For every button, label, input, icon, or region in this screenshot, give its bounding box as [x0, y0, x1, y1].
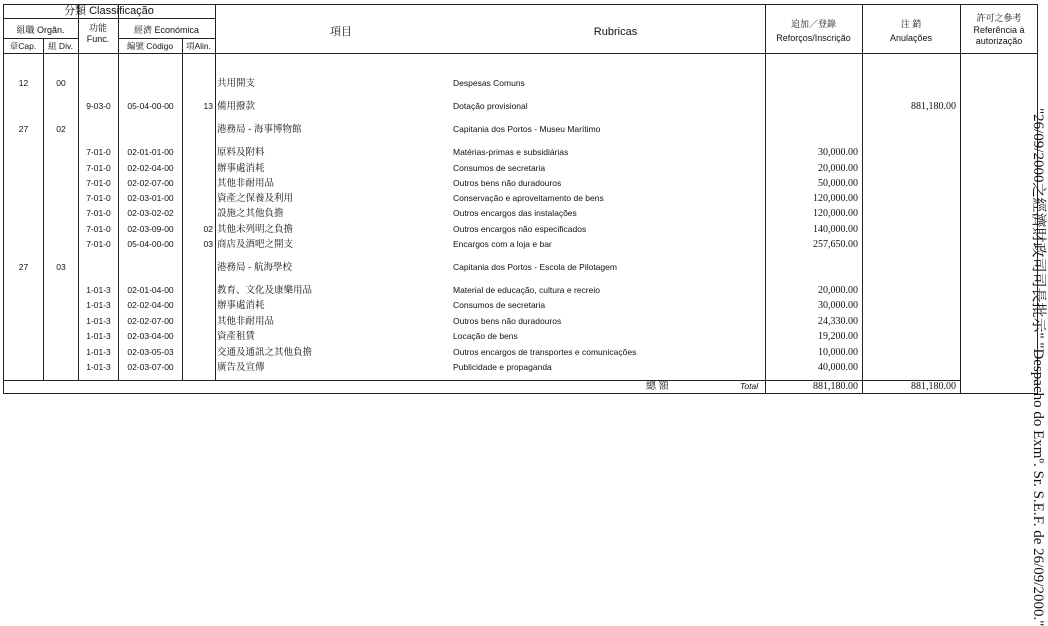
- cell-pt: Consumos de secretaria: [453, 163, 546, 173]
- cell-div: 02: [56, 124, 66, 134]
- cell-func: 7-01-0: [86, 163, 111, 173]
- cell-pt: Matérias-primas e subsidiárias: [453, 147, 569, 157]
- cell-zh: 備用撥款: [217, 101, 256, 112]
- cell-pt: Despesas Comuns: [453, 78, 525, 88]
- cell-pt: Locação de bens: [453, 331, 518, 341]
- cell-alin: 03: [203, 239, 213, 249]
- cell-pt: Conservação e aproveitamento de bens: [453, 193, 604, 203]
- cell-codigo: 05-04-00-00: [127, 101, 174, 111]
- cell-func: 7-01-0: [86, 178, 111, 188]
- cell-codigo: 02-02-04-00: [127, 163, 174, 173]
- cell-div: 00: [56, 78, 66, 88]
- cell-zh: 其他未列明之負擔: [217, 224, 294, 235]
- cell-reforco: 40,000.00: [818, 362, 858, 373]
- cell-pt: Consumos de secretaria: [453, 300, 546, 310]
- cell-reforco: 257,650.00: [813, 239, 858, 250]
- header-organ: 組職 Orgãn.: [16, 25, 65, 35]
- cell-zh: 設施之其他負擔: [217, 208, 284, 219]
- cell-codigo: 02-02-07-00: [127, 178, 174, 188]
- header-xiangmu: 項目: [330, 26, 352, 38]
- cell-func: 1-01-3: [86, 300, 111, 310]
- cell-pt: Capitania dos Portos - Escola de Pilotagem: [453, 262, 617, 272]
- cell-reforco: 120,000.00: [813, 208, 858, 219]
- cell-codigo: 02-02-07-00: [127, 316, 174, 326]
- cell-zh: 港務局 - 航海學校: [217, 262, 292, 273]
- col-line-left: [3, 4, 4, 394]
- cell-reforco: 140,000.00: [813, 224, 858, 235]
- cell-reforco: 120,000.00: [813, 193, 858, 204]
- cell-func: 7-01-0: [86, 193, 111, 203]
- cell-cap: 27: [18, 262, 29, 272]
- cell-zh: 交通及通訊之其他負擔: [217, 347, 313, 358]
- cell-pt: Encargos com a loja e bar: [453, 239, 552, 249]
- cell-pt: Outros encargos das instalações: [453, 208, 577, 218]
- cell-reforco: 10,000.00: [818, 347, 858, 358]
- header-ref2: autorização: [975, 36, 1023, 46]
- cell-func: 7-01-0: [86, 147, 111, 157]
- cell-func: 7-01-0: [86, 239, 111, 249]
- cell-reforco: 20,000.00: [818, 285, 858, 296]
- header-econ: 經濟 Económica: [133, 25, 200, 35]
- cell-zh: 資產之保養及利用: [217, 193, 294, 204]
- cell-codigo: 02-03-09-00: [127, 224, 174, 234]
- cell-codigo: 02-02-04-00: [127, 300, 174, 310]
- cell-reforco: 19,200.00: [818, 331, 858, 342]
- header-ref1: Referência à: [973, 25, 1025, 35]
- cell-pt: Outros bens não duradouros: [453, 178, 562, 188]
- cell-codigo: 02-03-01-00: [127, 193, 174, 203]
- header-div: 組 Div.: [48, 41, 73, 51]
- cell-pt: Material de educação, cultura e recreio: [453, 285, 600, 295]
- cell-pt: Outros encargos de transportes e comunicações: [453, 347, 637, 357]
- cell-codigo: 02-03-05-03: [127, 347, 174, 357]
- cell-func: 7-01-0: [86, 208, 111, 218]
- header-reforcos: Reforços/Inscrição: [776, 33, 851, 43]
- cell-reforco: 20,000.00: [818, 163, 858, 174]
- cell-func: 1-01-3: [86, 331, 111, 341]
- cell-codigo: 02-03-02-02: [127, 208, 174, 218]
- cell-zh: 商店及酒吧之開支: [217, 239, 294, 250]
- hdr-class-underline: [3, 18, 215, 19]
- cell-pt: Publicidade e propaganda: [453, 362, 552, 372]
- cell-zh: 廣告及宣傳: [217, 362, 265, 373]
- header-anul: Anulações: [889, 33, 933, 43]
- cell-zh: 辦事處消耗: [217, 163, 265, 174]
- cell-reforco: 50,000.00: [818, 178, 858, 189]
- hdr-codigo-alin-sep: [182, 38, 183, 380]
- cell-pt: Outros bens não duradouros: [453, 316, 562, 326]
- header-func: Func.: [86, 34, 110, 44]
- col-line-ref: [960, 4, 961, 394]
- cell-reforco: 30,000.00: [818, 147, 858, 158]
- cell-zh: 共用開支: [217, 78, 256, 89]
- table-bottom-border: [3, 393, 1038, 394]
- hdr-cap-div-sep: [43, 38, 44, 380]
- cell-pt: Dotação provisional: [453, 101, 528, 111]
- col-line-zh: [215, 4, 216, 380]
- total-reforco: 881,180.00: [813, 381, 858, 392]
- total-label-pt: Total: [740, 381, 759, 391]
- hdr-econ-underline: [118, 38, 215, 39]
- cell-alin: 02: [203, 224, 213, 234]
- cell-codigo: 05-04-00-00: [127, 239, 174, 249]
- header-bottom-border: [3, 53, 1038, 54]
- cell-pt: Capitania dos Portos - Museu Marítimo: [453, 124, 601, 134]
- header-reforcos-zh: 追加／登錄: [790, 19, 836, 29]
- cell-reforco: 24,330.00: [818, 316, 858, 327]
- hdr-sub-underline: [3, 38, 78, 39]
- header-classification: 分類 Classificação: [64, 5, 154, 17]
- cell-zh: 其他非耐用品: [217, 316, 275, 327]
- cell-codigo: 02-01-01-00: [127, 147, 174, 157]
- header-anul-zh: 注 銷: [900, 19, 922, 29]
- cell-cap: 27: [18, 124, 29, 134]
- cell-zh: 港務局 - 海事博物館: [217, 124, 302, 135]
- cell-div: 03: [56, 262, 66, 272]
- header-func-zh: 功能: [88, 23, 107, 33]
- authorization-reference: "26/09/2000之經濟財政司司長批示" "Despacho do Exmº. Sr. S.E.F. de 26/09/2000.": [1030, 108, 1046, 626]
- cell-zh: 原料及附料: [217, 147, 265, 158]
- cell-func: 1-01-3: [86, 285, 111, 295]
- cell-reforco: 30,000.00: [818, 300, 858, 311]
- cell-zh: 其他非耐用品: [217, 178, 275, 189]
- header-ref-zh: 許可之參考: [976, 13, 1022, 23]
- header-alin: 項Alin.: [185, 41, 212, 51]
- col-line-anul: [862, 4, 863, 394]
- cell-codigo: 02-03-07-00: [127, 362, 174, 372]
- header-codigo: 編號 Código: [126, 41, 174, 51]
- cell-zh: 辦事處消耗: [217, 300, 265, 311]
- cell-func: 1-01-3: [86, 316, 111, 326]
- cell-zh: 資產租賃: [217, 331, 256, 342]
- cell-func: 1-01-3: [86, 347, 111, 357]
- cell-zh: 教育、文化及康樂用品: [217, 285, 313, 296]
- cell-cap: 12: [18, 78, 29, 88]
- header-rubricas: Rubricas: [593, 26, 638, 38]
- cell-anul: 881,180.00: [911, 101, 956, 112]
- cell-func: 1-01-3: [86, 362, 111, 372]
- cell-pt: Outros encargos não especificados: [453, 224, 587, 234]
- total-anul: 881,180.00: [911, 381, 956, 392]
- cell-codigo: 02-03-04-00: [127, 331, 174, 341]
- cell-codigo: 02-01-04-00: [127, 285, 174, 295]
- cell-func: 7-01-0: [86, 224, 111, 234]
- cell-alin: 13: [203, 101, 213, 111]
- header-cap: 章Cap.: [9, 41, 37, 51]
- total-label-zh: 總 額: [646, 381, 669, 392]
- cell-func: 9-03-0: [86, 101, 111, 111]
